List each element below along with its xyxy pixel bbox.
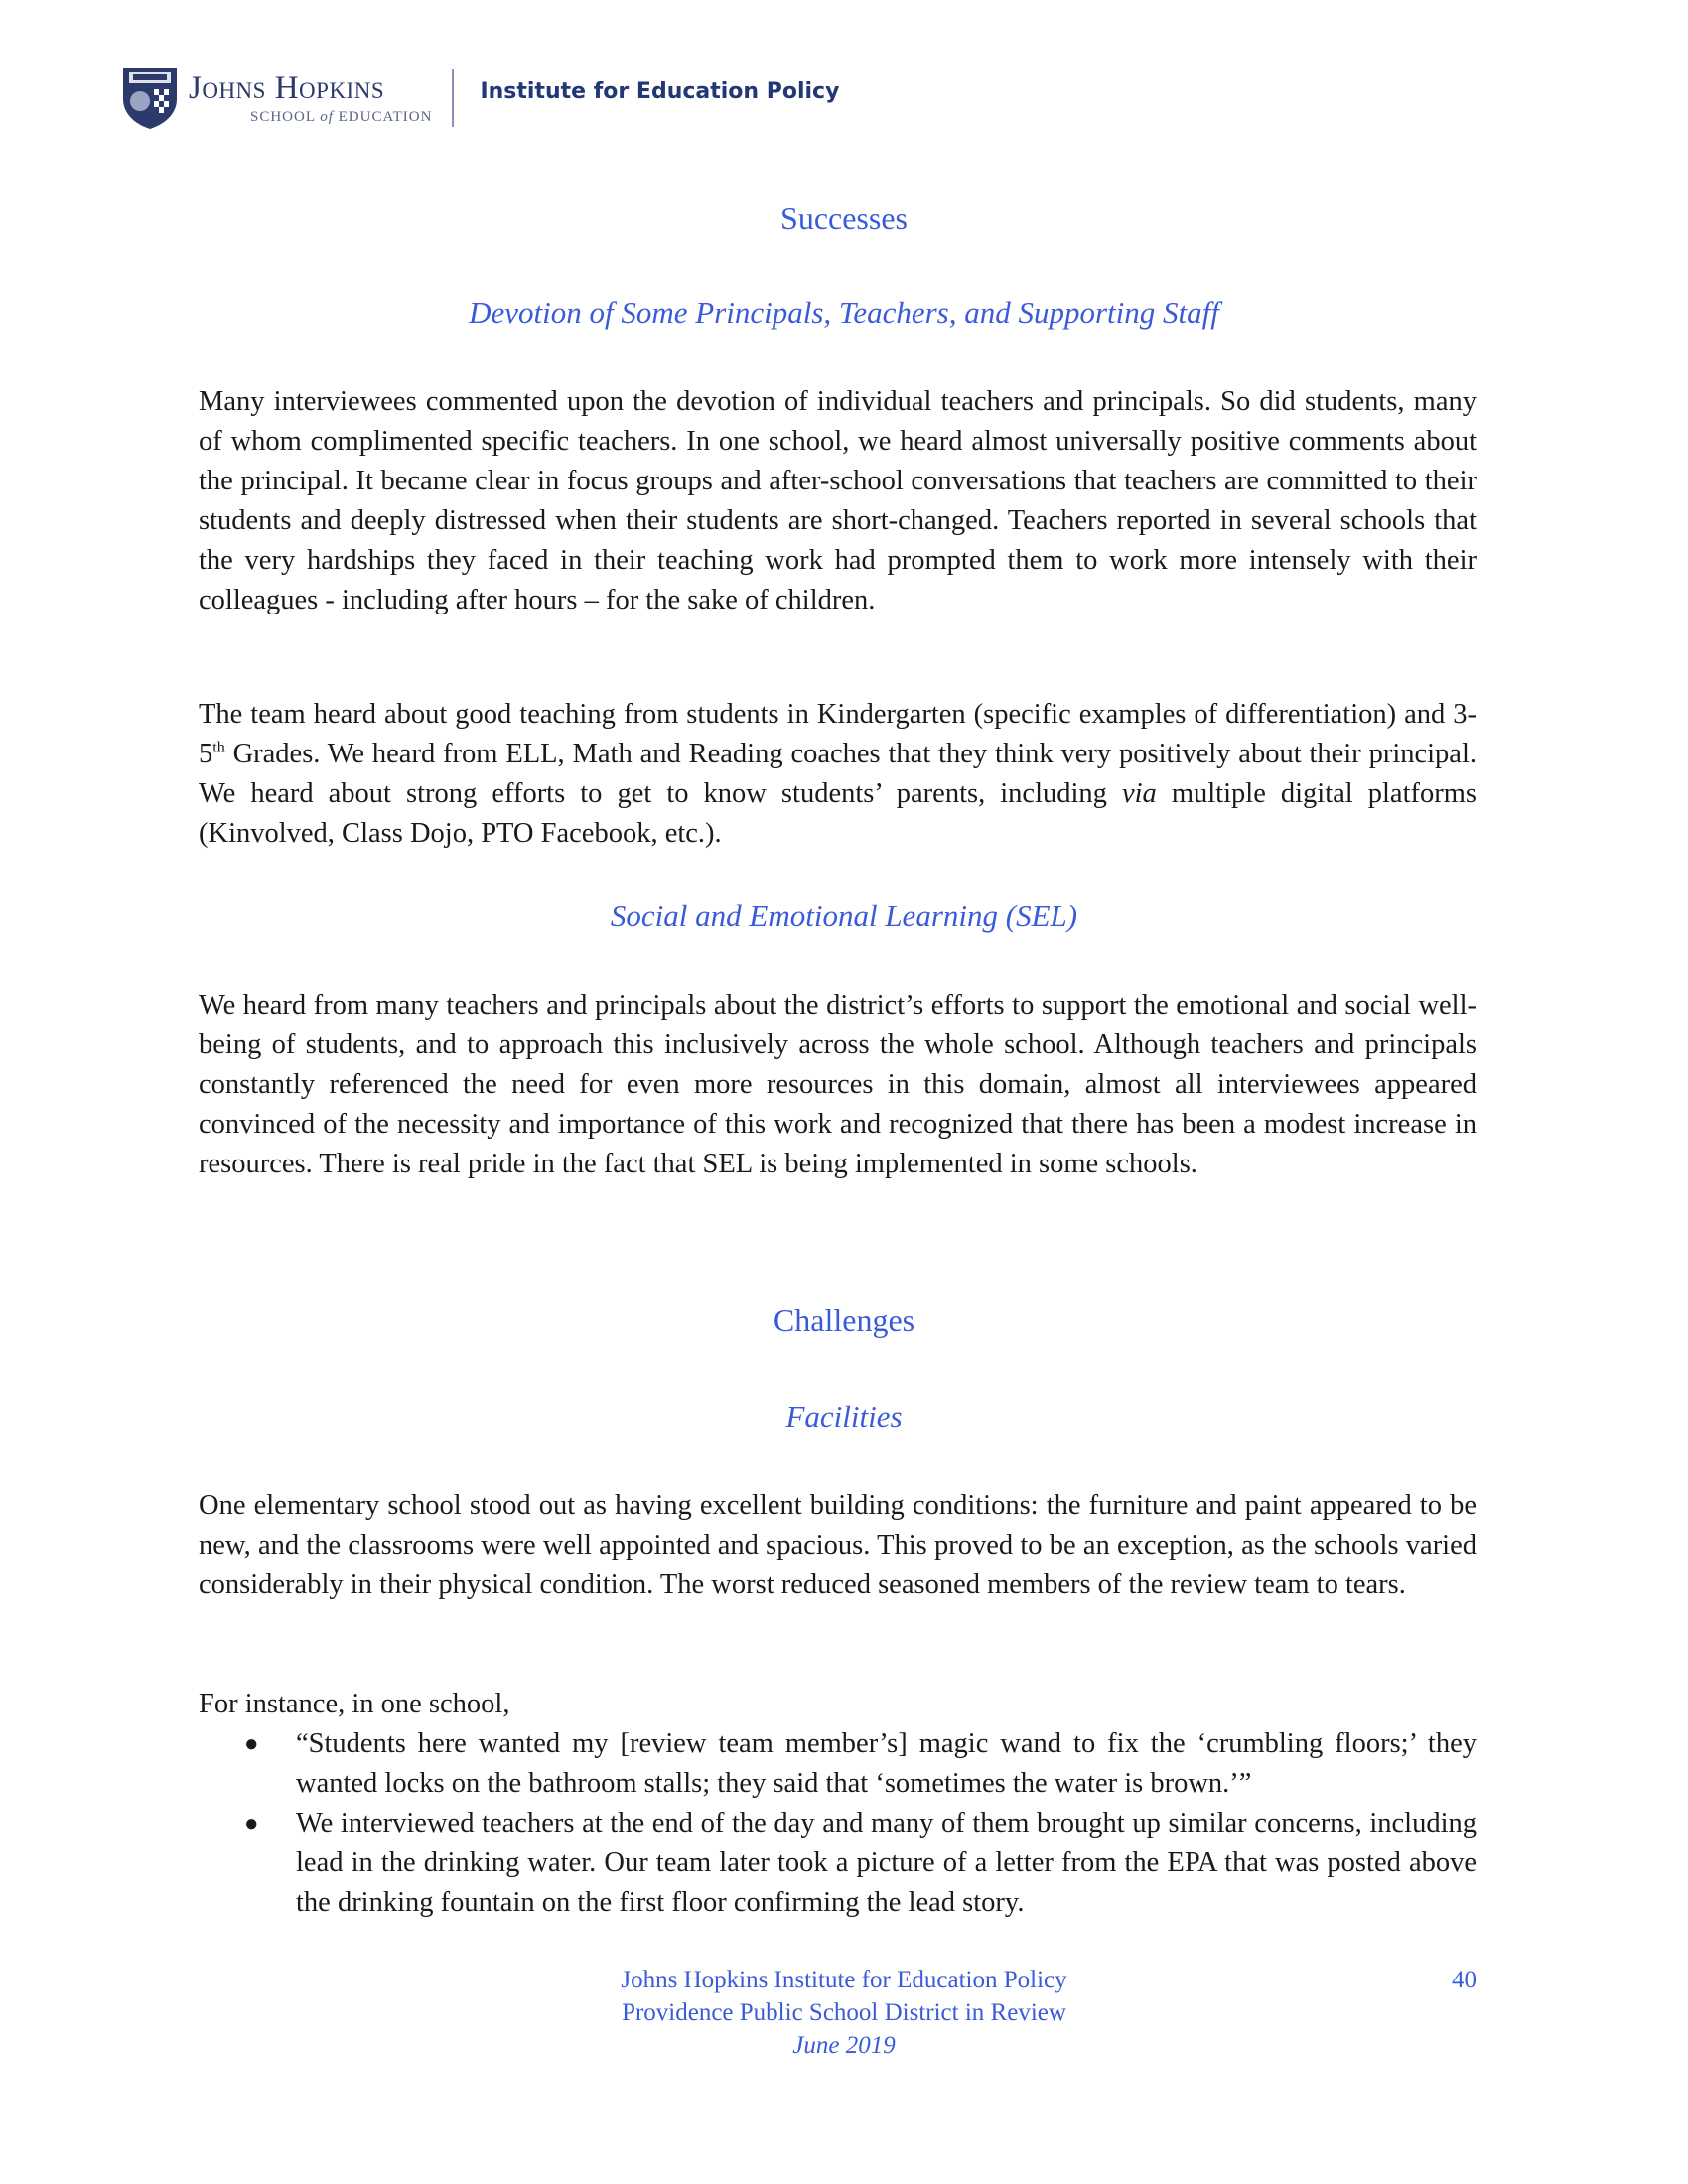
- jhu-wordmark: [189, 71, 432, 126]
- facilities-heading: Facilities: [785, 1399, 903, 1433]
- facilities-bullet-list: [199, 1724, 1477, 1923]
- challenges-title: Challenges: [773, 1302, 915, 1338]
- page-header: [121, 64, 839, 133]
- footer-date: June 2019: [792, 2032, 896, 2059]
- facilities-paragraph-1: One elementary school stood out as having excellent building conditions: the furniture and paint appeared to be new, and the classrooms were well appointed and spacious. This proved to be an exception, as the schools varied considerably in their physical condition. The worst reduced seasoned members of the review team to tears.: [199, 1490, 1477, 1600]
- page-number: 40: [1452, 1967, 1477, 1993]
- list-item: ● “Students here wanted my [review team member’s] magic wand to fix the ‘crumbling floors;’ they wanted locks on the bathroom stalls; they said that ‘sometimes the water is brown.’”: [199, 1724, 1477, 1804]
- sel-paragraph: We heard from many teachers and principals about the district’s efforts to support the emotional and social well-being of students, and to approach this inclusively across the whole school. Although teachers and principals constantly referenced the need for even more resources in this domain, almost all interviewees appeared convinced of the necessity and importance of this work and recognized that there has been a modest increase in resources. There is real pride in the fact that SEL is being implemented in some schools.: [199, 990, 1477, 1179]
- jhu-name: Johns Hopkins: [189, 69, 385, 106]
- jhu-school: SCHOOL of EDUCATION: [250, 108, 433, 125]
- header-divider: [452, 69, 454, 127]
- footer-line-1: Johns Hopkins Institute for Education Policy: [621, 1967, 1067, 1993]
- devotion-heading: Devotion of Some Principals, Teachers, and Supporting Staff: [469, 295, 1219, 330]
- devotion-paragraph-1: Many interviewees commented upon the devotion of individual teachers and principals. So did students, many of whom complimented specific teachers. In one school, we heard almost universally positive comments about the principal. It became clear in focus groups and after-school conversations that teachers are committed to their students and deeply distressed when their students are short-changed. Teachers reported in several schools that the very hardships they faced in their teaching work had prompted them to work more intensely with their colleagues - including after hours – for the sake of children.: [199, 386, 1477, 615]
- successes-title: Successes: [780, 201, 908, 236]
- bullet-icon: ●: [244, 1811, 259, 1837]
- list-item: ● We interviewed teachers at the end of the day and many of them brought up similar concerns, including lead in the drinking water. Our team later took a picture of a letter from the EPA that was posted above the drinking fountain on the first floor confirming the lead story.: [199, 1804, 1477, 1923]
- sel-heading: Social and Emotional Learning (SEL): [610, 898, 1078, 933]
- jhu-shield-icon: [121, 66, 179, 131]
- facilities-paragraph-2: For instance, in one school,: [199, 1689, 510, 1719]
- bullet-icon: ●: [244, 1731, 259, 1757]
- footer-line-2: Providence Public School District in Review: [622, 1999, 1066, 2026]
- institute-name: Institute for Education Policy: [480, 78, 840, 104]
- devotion-paragraph-2: The team heard about good teaching from students in Kindergarten (specific examples of differentiation) and 3-5th Grades. We heard from ELL, Math and Reading coaches that they think very positively about their principal. We heard about strong efforts to get to know students’ parents, including via multiple digital platforms (Kinvolved, Class Dojo, PTO Facebook, etc.).: [199, 699, 1477, 849]
